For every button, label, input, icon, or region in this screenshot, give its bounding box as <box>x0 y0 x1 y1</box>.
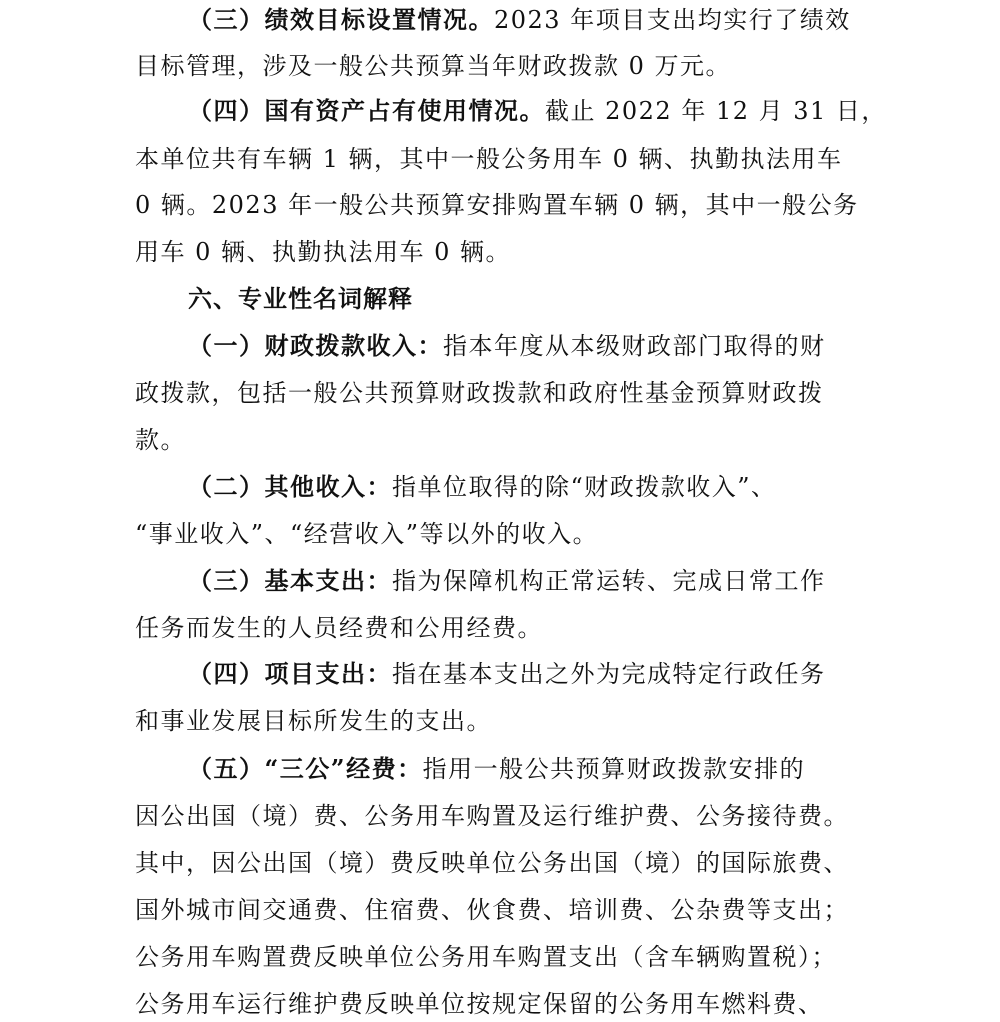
text-line <box>135 237 511 267</box>
text-line <box>135 190 859 220</box>
text-line <box>188 659 826 689</box>
text-line <box>188 96 887 126</box>
line-text: 国外城市间交通费、住宿费、伙食费、培训费、公杂费等支出； <box>135 896 849 924</box>
line-text: 0 辆。2023 年一般公共预算安排购置车辆 0 辆，其中一般公务 <box>135 191 859 219</box>
section-lead: （三）绩效目标设置情况。 <box>188 5 494 34</box>
text-line <box>188 754 805 784</box>
text-line <box>135 848 849 878</box>
line-text: 指本年度从本级财政部门取得的财 <box>443 332 826 360</box>
text-line <box>135 144 843 174</box>
line-text: 指在基本支出之外为完成特定行政任务 <box>392 660 826 688</box>
term-lead: （二）其他收入： <box>188 472 392 501</box>
line-text: 其中，因公出国（境）费反映单位公务出国（境）的国际旅费、 <box>135 849 849 877</box>
line-text: 指单位取得的除“财政拨款收入”、 <box>392 473 777 501</box>
term-lead: （一）财政拨款收入： <box>188 331 443 360</box>
text-line <box>135 51 731 81</box>
text-line <box>135 895 849 925</box>
line-text: 2023 年项目支出均实行了绩效 <box>494 6 851 34</box>
line-text: 指为保障机构正常运转、完成日常工作 <box>392 567 826 595</box>
term-lead: （四）项目支出： <box>188 659 392 688</box>
line-text: 截止 2022 年 12 月 31 日， <box>545 97 887 125</box>
text-line <box>135 613 543 643</box>
text-line <box>188 331 826 361</box>
text-line <box>188 472 777 502</box>
line-text: 任务而发生的人员经费和公用经费。 <box>135 614 543 642</box>
text-line <box>135 378 824 408</box>
term-lead: （五）“三公”经费： <box>188 754 423 783</box>
text-line <box>135 801 849 831</box>
line-text: 公务用车购置费反映单位公务用车购置支出（含车辆购置税）； <box>135 943 837 971</box>
line-text: 因公出国（境）费、公务用车购置及运行维护费、公务接待费。 <box>135 802 849 830</box>
line-text: 公务用车运行维护费反映单位按规定保留的公务用车燃料费、 <box>135 990 824 1018</box>
text-line <box>135 989 824 1019</box>
text-line <box>135 706 492 736</box>
heading-text: 六、专业性名词解释 <box>188 285 413 313</box>
line-text: 和事业发展目标所发生的支出。 <box>135 707 492 735</box>
section-heading <box>188 284 413 314</box>
text-line <box>188 566 826 596</box>
text-line <box>135 519 598 549</box>
line-text: 政拨款，包括一般公共预算财政拨款和政府性基金预算财政拨 <box>135 379 824 407</box>
text-line <box>188 5 851 35</box>
line-text: 指用一般公共预算财政拨款安排的 <box>422 755 806 783</box>
line-text: 目标管理，涉及一般公共预算当年财政拨款 0 万元。 <box>135 52 732 80</box>
line-text: 款。 <box>135 426 186 454</box>
text-line <box>135 425 186 455</box>
line-text: “事业收入”、“经营收入”等以外的收入。 <box>135 520 599 548</box>
section-lead: （四）国有资产占有使用情况。 <box>188 96 545 125</box>
line-text: 用车 0 辆、执勤执法用车 0 辆。 <box>135 238 512 266</box>
text-line <box>135 942 837 972</box>
line-text: 本单位共有车辆 1 辆，其中一般公务用车 0 辆、执勤执法用车 <box>135 145 843 173</box>
term-lead: （三）基本支出： <box>188 566 392 595</box>
